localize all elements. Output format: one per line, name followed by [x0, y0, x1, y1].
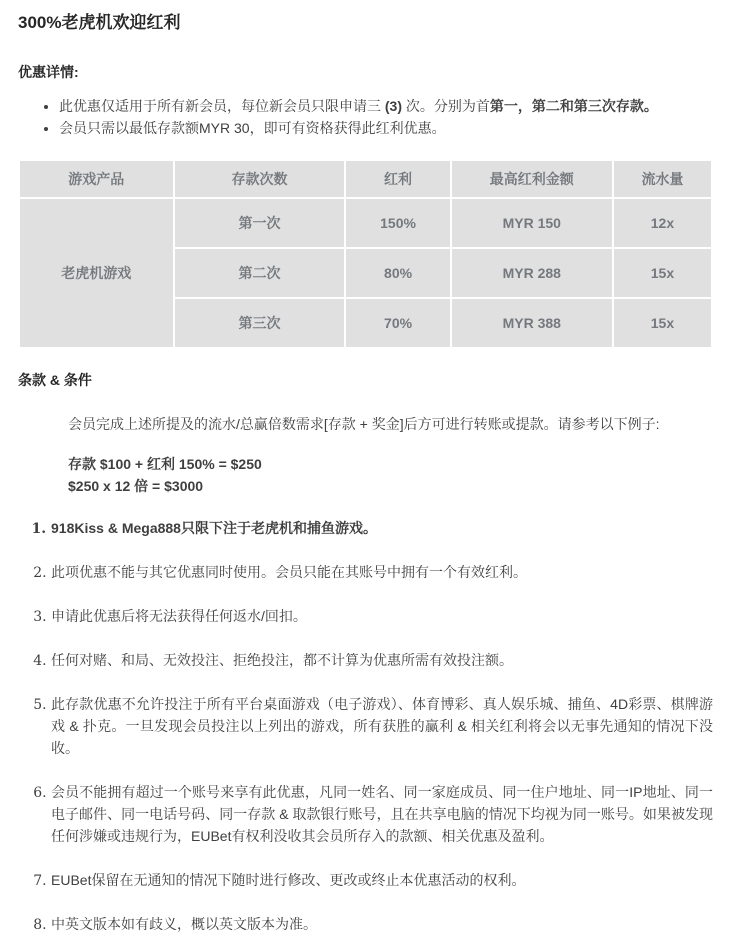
cell-deposit: 第二次	[174, 248, 346, 298]
bonus-table	[18, 159, 713, 349]
terms-item-4: 4. 任何对赌、和局、无效投注、拒绝投注，都不计算为优惠所需有效投注额。	[51, 649, 713, 671]
terms-heading: 条款 & 条件	[18, 372, 92, 388]
terms-item-2: 2. 此项优惠不能与其它优惠同时使用。会员只能在其账号中拥有一个有效红利。	[51, 561, 713, 583]
col-header-deposit-count: 存款次数	[174, 160, 346, 198]
cell-max-bonus: MYR 288	[451, 248, 613, 298]
table-row	[19, 198, 712, 248]
details-heading: 优惠详情:	[18, 64, 79, 80]
cell-max-bonus: MYR 388	[451, 298, 613, 348]
page-title: 300%老虎机欢迎红利	[18, 13, 181, 32]
detail-text: 会员只需以最低存款额MYR 30，即可有资格获得此红利优惠。	[59, 120, 446, 136]
terms-list	[18, 517, 713, 935]
col-header-turnover: 流水量	[613, 160, 712, 198]
cell-game-product: 老虎机游戏	[19, 198, 174, 348]
detail-text: 此优惠仅适用于所有新会员，每位新会员只限申请三	[59, 98, 385, 114]
terms-item-7: 7. EUBet保留在无通知的情况下随时进行修改、更改或终止本优惠活动的权利。	[51, 869, 713, 891]
terms-intro: 会员完成上述所提及的流水/总赢倍数需求[存款 + 奖金]后方可进行转账或提款。请参考以下例子:	[68, 416, 660, 432]
detail-text-bold: (3)	[384, 98, 403, 114]
cell-deposit: 第一次	[174, 198, 346, 248]
cell-bonus: 80%	[345, 248, 450, 298]
cell-bonus: 150%	[345, 198, 450, 248]
detail-text-bold: 第一，第二和第三次存款。	[489, 98, 658, 114]
detail-item-eligibility	[59, 95, 713, 117]
example-line: 存款 $100 + 红利 150% = $250	[68, 456, 262, 472]
col-header-game-product: 游戏产品	[19, 160, 174, 198]
terms-item-1: 1. 918Kiss & Mega888只限下注于老虎机和捕鱼游戏。	[51, 517, 713, 539]
example-line: $250 x 12 倍 = $3000	[68, 478, 204, 494]
details-list	[18, 95, 713, 139]
terms-item-5: 5. 此存款优惠不允许投注于所有平台桌面游戏（电子游戏）、体育博彩、真人娱乐城、捕鱼、4D彩票、棋牌游戏 & 扑克。一旦发现会员投注以上列出的游戏，所有获胜的赢利 & 相关红利将会以无事先通知的情况下没收。	[51, 693, 713, 759]
col-header-bonus: 红利	[345, 160, 450, 198]
cell-deposit: 第三次	[174, 298, 346, 348]
detail-text: 次。分别为首	[402, 98, 490, 114]
terms-item-6: 6. 会员不能拥有超过一个账号来享有此优惠，凡同一姓名、同一家庭成员、同一住户地址、同一IP地址、同一电子邮件、同一电话号码、同一存款 & 取款银行账号，且在共享电脑的情况下均视为同一账号。如果被发现任何涉嫌或违规行为，EUBet有权利没收其会员所存入的款额、相关优惠及盈利。	[51, 781, 713, 847]
cell-turnover: 15x	[613, 248, 712, 298]
cell-bonus: 70%	[345, 298, 450, 348]
detail-item-min-deposit	[59, 117, 713, 139]
terms-item-8: 8. 中英文版本如有歧义，概以英文版本为准。	[51, 913, 713, 935]
cell-max-bonus: MYR 150	[451, 198, 613, 248]
table-header-row	[19, 160, 712, 198]
cell-turnover: 15x	[613, 298, 712, 348]
terms-item-3: 3. 申请此优惠后将无法获得任何返水/回扣。	[51, 605, 713, 627]
cell-turnover: 12x	[613, 198, 712, 248]
example-block	[68, 453, 713, 497]
col-header-max-bonus: 最高红利金额	[451, 160, 613, 198]
